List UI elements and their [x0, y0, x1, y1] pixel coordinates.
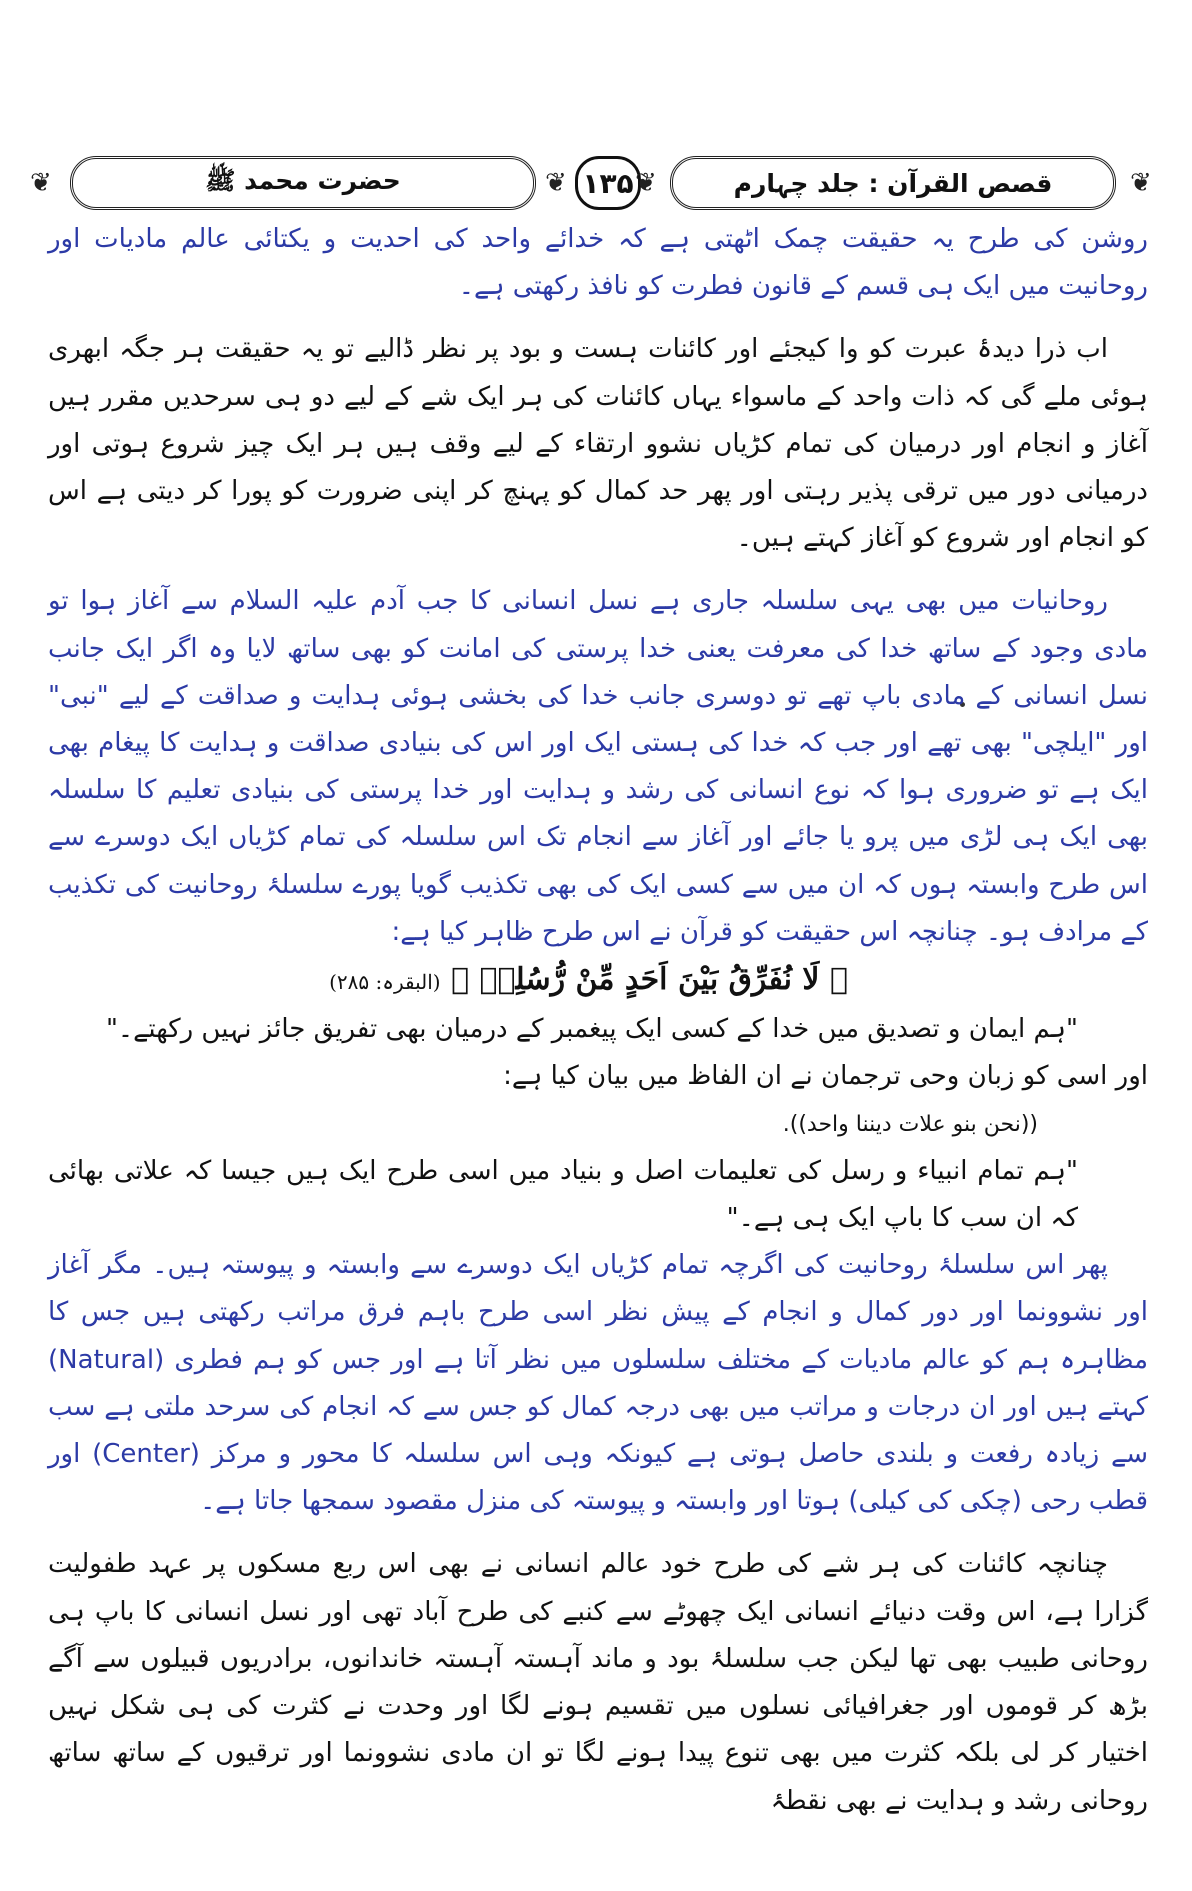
page-header	[30, 150, 1162, 212]
ornament-icon: ❦	[30, 168, 52, 198]
ornament-icon: ❦	[1130, 168, 1152, 198]
hadith-intro: اور اسی کو زبان وحی ترجمان نے ان الفاظ میں بیان کیا ہے:	[503, 1061, 1148, 1092]
paragraph: روحانیات میں بھی یہی سلسلہ جاری ہے نسل انسانی کا جب آدم علیہ السلام سے آغاز ہوا تو مادی وجود کے ساتھ خدا کی معرفت یعنی خدا پرستی کی امانت کو بھی ساتھ لایا وہ اگر ایک جانب نسل انسانی کے مادی باپ تھے تو دوسری جانب خدا کی بخشی ہوئی ہدایت و صداقت کے لیے "نبی" اور "ایلچی" بھی تھے اور جب کہ خدا کی ہستی ایک اور اس کی بنیادی صداقت و ہدایت کا پیغام بھی ایک ہے تو ضروری ہوا کہ نوع انسانی کی رشد و ہدایت اور خدا پرستی کی بنیادی تعلیم کا سلسلہ بھی ایک ہی لڑی میں پرو یا جائے اور آغاز سے انجام تک اس سلسلہ کی تمام کڑیاں ایک دوسرے سے اس طرح وابستہ ہوں کہ ان میں سے کسی ایک کی بھی تکذیب گویا پورے سلسلۂ روحانیت کی تکذیب کے مرادف ہو۔ چنانچہ اس حقیقت کو قرآن نے اس طرح ظاہر کیا ہے:	[48, 586, 1148, 947]
hadith-translation: "ہم تمام انبیاء و رسل کی تعلیمات اصل و بنیاد میں اسی طرح ایک ہیں جیسا کہ علاتی بھائی کہ ان سب کا باپ ایک ہی ہے۔"	[48, 1155, 1078, 1234]
paragraph: روشن کی طرح یہ حقیقت چمک اٹھتی ہے کہ خدائے واحد کی احدیت و یکتائی عالم مادیات اور روحانیت میں ایک ہی قسم کے قانون فطرت کو نافذ رکھتی ہے۔	[48, 224, 1148, 302]
paragraph: پھر اس سلسلۂ روحانیت کی اگرچہ تمام کڑیاں ایک دوسرے سے وابستہ و پیوستہ ہیں۔ مگر آغاز اور نشوونما اور دور کمال و انجام کے پیش نظر اسی طرح باہم فرق مراتب رکھتی ہیں جس کا مظاہرہ ہم کو عالم مادیات کے مختلف سلسلوں میں نظر آتا ہے اور جس کو ہم فطری (Natural) کہتے ہیں اور ان درجات و مراتب میں بھی درجہ کمال کو جس سے کہ انجام کی سرحد ملتی ہے سب سے زیادہ رفعت و بلندی حاصل ہوتی ہے کیونکہ وہی اس سلسلہ کا محور و مرکز (Center) اور قطب رحی (چکی کی کیلی) ہوتا اور وابستہ و پیوستہ کی منزل مقصود سمجھا جاتا ہے۔	[48, 1250, 1148, 1517]
book-title-banner: قصص القرآن : جلد چہارم	[670, 156, 1116, 210]
paragraph: چنانچہ کائنات کی ہر شے کی طرح خود عالم انسانی نے بھی اس ربع مسکوں پر عہد طفولیت گزارا ہے، اس وقت دنیائے انسانی ایک چھوٹے سے کنبے کی طرح آباد تھی اور نسل انسانی کا باپ ہی روحانی طبیب بھی تھا لیکن جب سلسلۂ بود و ماند آہستہ آہستہ خاندانوں، برادریوں قبیلوں سے آگے بڑھ کر قوموں اور جغرافیائی نسلوں میں تقسیم ہونے لگا اور وحدت نے کثرت کی ہی شکل نہیں اختیار کر لی بلکہ کثرت میں بھی تنوع پیدا ہونے لگا تو ان مادی نشوونما اور ترقیوں کے ساتھ ساتھ روحانی رشد و ہدایت نے بھی نقطۂ	[48, 1549, 1148, 1816]
page-number: ۱۳۵	[575, 156, 641, 210]
hadith-arabic: ((نحن بنو علات دیننا واحد)).	[782, 1111, 1038, 1137]
paragraph: اب ذرا دیدۂ عبرت کو وا کیجئے اور کائنات ہست و بود پر نظر ڈالیے تو یہ حقیقت ہر جگہ ابھری ہوئی ملے گی کہ ذات واحد کے ماسواء یہاں کائنات کی ہر ایک شے کے لیے دو ہی سرحدیں مقرر ہیں آغاز و انجام اور درمیان کی تمام کڑیاں نشوو ارتقاء کے لیے وقف ہیں ہر ایک چیز شروع ہوتی اور درمیانی دور میں ترقی پذیر رہتی اور پھر حد کمال کو پہنچ کر اپنی ضرورت کو پورا کر دیتی ہے اس کو انجام اور شروع کو آغاز کہتے ہیں۔	[48, 334, 1148, 554]
verse-text: ﴿ لَا نُفَرِّقُ بَيْنَ اَحَدٍ مِّنْ رُّسُلِهٖ ﴾	[451, 962, 848, 998]
page-body	[48, 216, 1148, 1825]
quran-verse	[48, 956, 1148, 1006]
verse-translation: "ہم ایمان و تصدیق میں خدا کے کسی ایک پیغمبر کے درمیان بھی تفریق جائز نہیں رکھتے۔"	[105, 1014, 1078, 1045]
verse-reference: (البقرہ: ۲۸۵)	[329, 970, 441, 995]
chapter-title-banner: حضرت محمد ﷺ	[70, 156, 536, 210]
ornament-icon: ❦	[635, 168, 657, 198]
ornament-icon: ❦	[545, 168, 567, 198]
